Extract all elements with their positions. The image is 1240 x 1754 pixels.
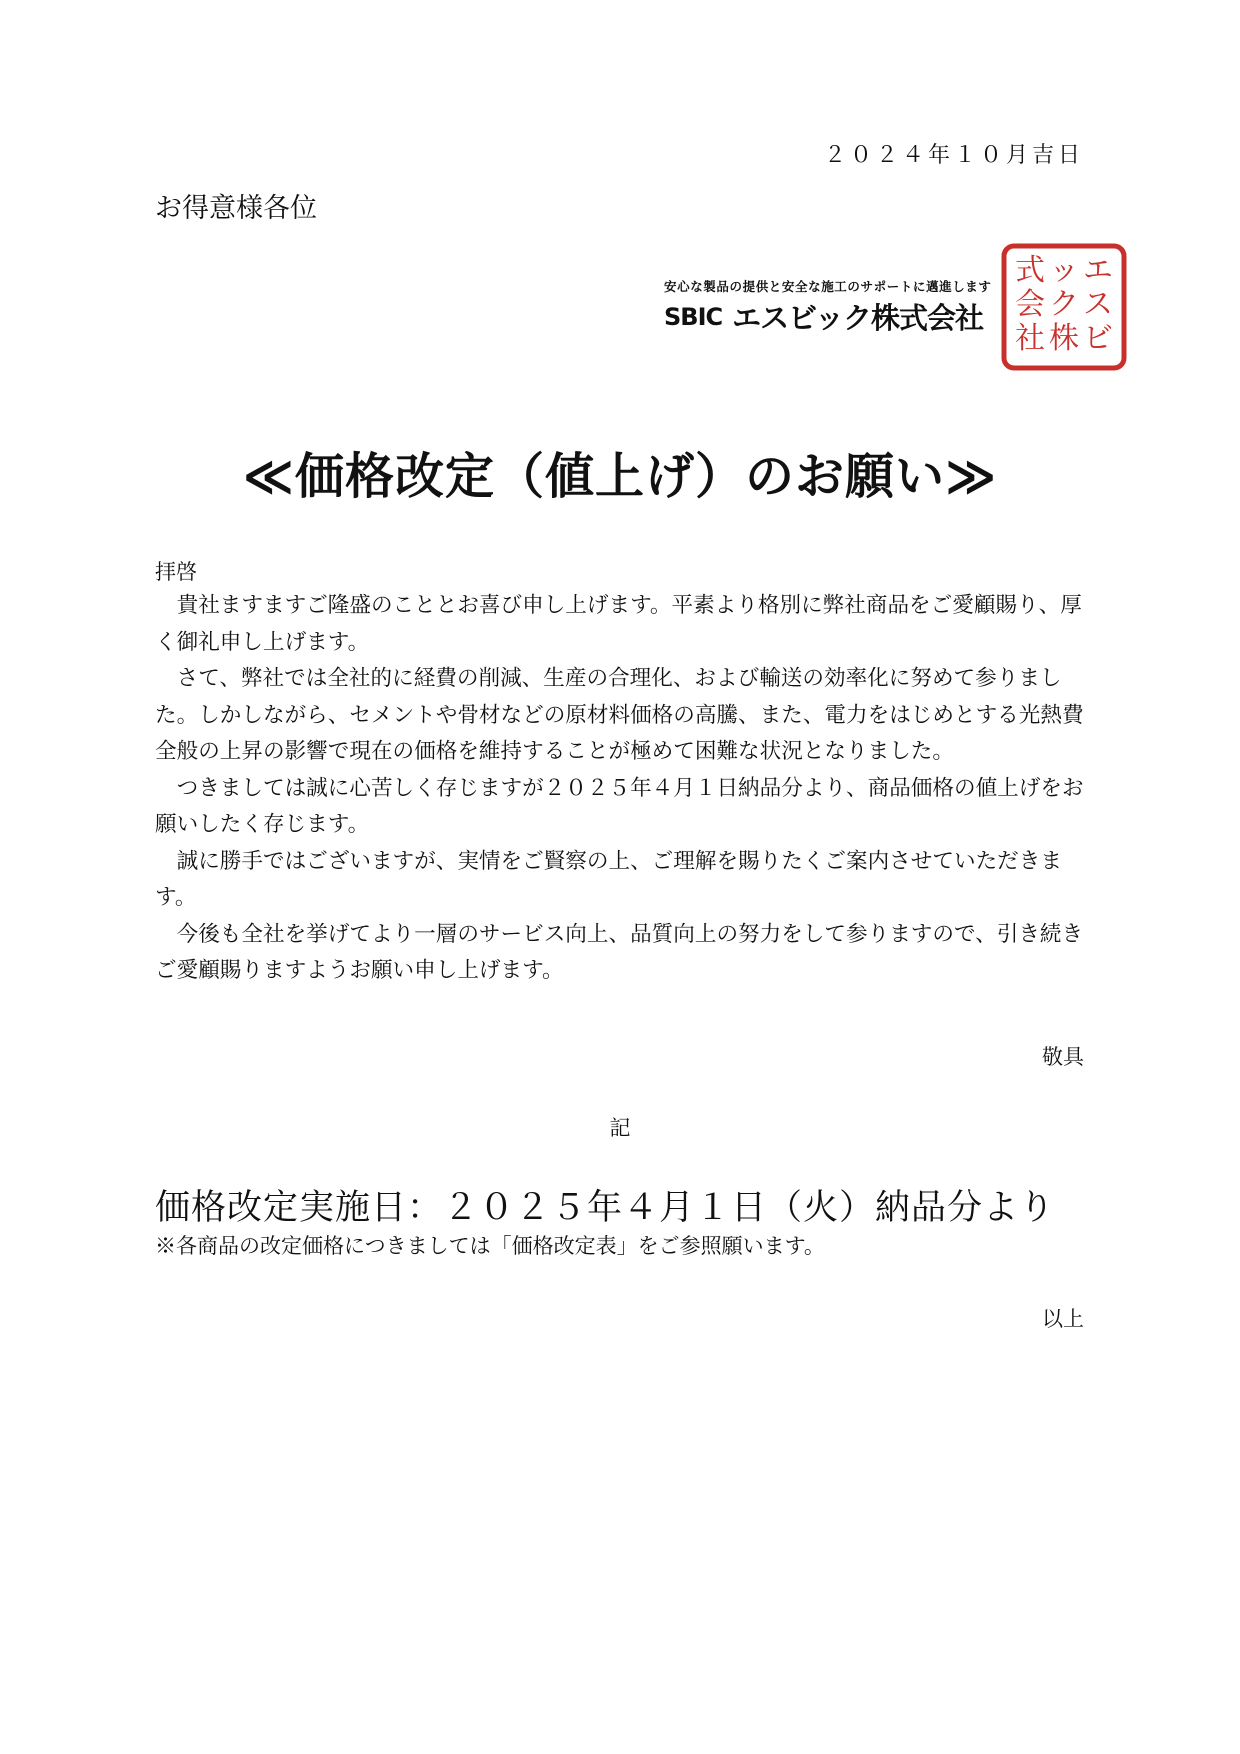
svg-text:ビ: ビ (1083, 321, 1113, 356)
company-tagline: 安心な製品の提供と安全な施工のサポートに邁進します (664, 279, 992, 294)
svg-text:ッ: ッ (1049, 253, 1079, 288)
body-paragraph: つきましては誠に心苦しく存じますが２０２５年４月１日納品分より、商品価格の値上げをお願いしたく存じます。 (155, 775, 1084, 837)
svg-text:株: 株 (1049, 321, 1079, 356)
document-title: ≪価格改定（値上げ）のお願い≫ (242, 448, 998, 505)
sbic-logo-mark: SBIC (664, 302, 723, 331)
svg-text:ク: ク (1049, 287, 1079, 322)
body-paragraph: 今後も全社を挙げてより一層のサービス向上、品質向上の努力をして参りますので、引き続きご愛顧賜りますようお願い申し上げます。 (155, 921, 1084, 983)
body-paragraph: さて、弊社では全社的に経費の削減、生産の合理化、および輸送の効率化に努めて参りました。しかしながら、セメントや骨材などの原材料価格の高騰、また、電力をはじめとする光熱費全般の上昇の影響で現在の価格を維持することが極めて困難な状況となりました。 (155, 666, 1084, 764)
price-table-note: ※各商品の改定価格につきましては「価格改定表」をご参照願います。 (155, 1234, 825, 1258)
body-paragraph: 貴社ますますご隆盛のこととお喜び申し上げます。平素より格別に弊社商品をご愛顧賜り、厚く御礼申し上げます。 (155, 593, 1082, 655)
svg-text:社: 社 (1015, 321, 1045, 356)
svg-text:ス: ス (1083, 287, 1113, 322)
letter-body (155, 588, 1085, 990)
closing-keigu: 敬具 (1042, 1045, 1084, 1069)
svg-text:式: 式 (1015, 253, 1045, 288)
addressee: お得意様各位 (155, 193, 317, 224)
salutation: 拝啓 (155, 560, 197, 584)
svg-text:会: 会 (1015, 287, 1045, 322)
body-paragraph: 誠に勝手ではございますが、実情をご賢察の上、ご理解を賜りたくご案内させていただきます。 (155, 848, 1062, 910)
svg-text:エ: エ (1083, 253, 1113, 288)
ki-heading: 記 (609, 1116, 631, 1140)
document-date: ２０２４年１０月吉日 (823, 143, 1084, 168)
effective-date: 価格改定実施日：２０２５年４月１日（火）納品分より (155, 1188, 1056, 1228)
end-marker: 以上 (1042, 1307, 1084, 1331)
company-seal-icon (1000, 242, 1128, 372)
company-logo (664, 296, 983, 337)
company-name: エスビック株式会社 (732, 301, 983, 335)
